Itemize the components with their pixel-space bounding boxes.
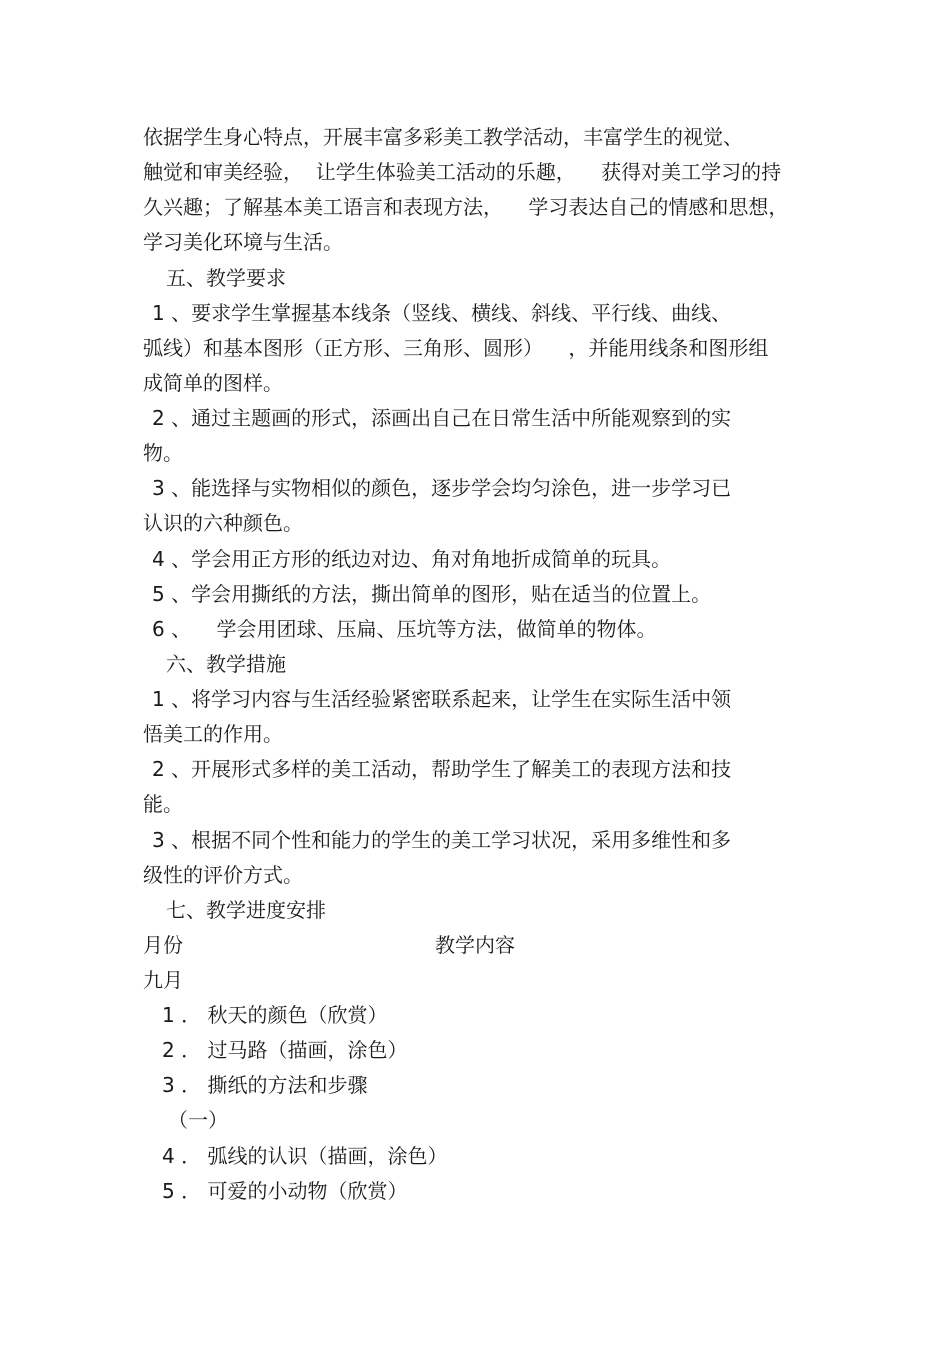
paragraph-line: 1 、要求学生掌握基本线条（竖线、横线、斜线、平行线、曲线、 [152, 301, 732, 325]
paragraph-line: 能。 [143, 792, 183, 816]
paragraph-line: 3 、根据不同个性和能力的学生的美工学习状况，采用多维性和多 [152, 828, 732, 852]
intro-line: 依据学生身心特点，开展丰富多彩美工教学活动，丰富学生的视觉、 [143, 125, 743, 149]
paragraph-line: 认识的六种颜色。 [143, 511, 303, 535]
paragraph-line: 悟美工的作用。 [143, 722, 283, 746]
paragraph-line: 物。 [143, 441, 183, 465]
paragraph-line: 2 、开展形式多样的美工活动，帮助学生了解美工的表现方法和技 [152, 757, 732, 781]
lesson-item: 1 ． 秋天的颜色（欣赏） [162, 1003, 388, 1027]
paragraph-line: 3 、能选择与实物相似的颜色，逐步学会均匀涂色，进一步学习已 [152, 476, 732, 500]
paragraph-line: 6 、 学会用团球、压扁、压坑等方法，做简单的物体。 [152, 617, 657, 641]
lesson-item: 5 ． 可爱的小动物（欣赏） [162, 1179, 408, 1203]
section-heading: 六、教学措施 [166, 652, 286, 676]
column-header-month: 月份 [143, 933, 183, 957]
paragraph-line: 4 、学会用正方形的纸边对边、角对角地折成简单的玩具。 [152, 547, 672, 571]
paragraph-line: 成简单的图样。 [143, 371, 283, 395]
lesson-item: 3 ． 撕纸的方法和步骤 [162, 1073, 368, 1097]
paragraph-line: 1 、将学习内容与生活经验紧密联系起来，让学生在实际生活中领 [152, 687, 732, 711]
section-heading: 七、教学进度安排 [166, 898, 326, 922]
column-header-content: 教学内容 [435, 933, 515, 957]
lesson-item: 4 ． 弧线的认识（描画，涂色） [162, 1144, 448, 1168]
intro-line: 触觉和审美经验， 让学生体验美工活动的乐趣， 获得对美工学习的持 [143, 160, 782, 184]
paragraph-line: 2 、通过主题画的形式，添画出自己在日常生活中所能观察到的实 [152, 406, 732, 430]
lesson-item: 2 ． 过马路（描画，涂色） [162, 1038, 408, 1062]
intro-line: 学习美化环境与生活。 [143, 230, 343, 254]
paragraph-line: 级性的评价方式。 [143, 863, 303, 887]
lesson-item-continuation: （一） [168, 1108, 228, 1132]
intro-line: 久兴趣；了解基本美工语言和表现方法， 学习表达自己的情感和思想， [143, 195, 789, 219]
section-heading: 五、教学要求 [166, 266, 286, 290]
paragraph-line: 5 、学会用撕纸的方法，撕出简单的图形，贴在适当的位置上。 [152, 582, 712, 606]
month-label: 九月 [143, 968, 183, 992]
paragraph-line: 弧线）和基本图形（正方形、三角形、圆形） ，并能用线条和图形组 [143, 336, 769, 360]
